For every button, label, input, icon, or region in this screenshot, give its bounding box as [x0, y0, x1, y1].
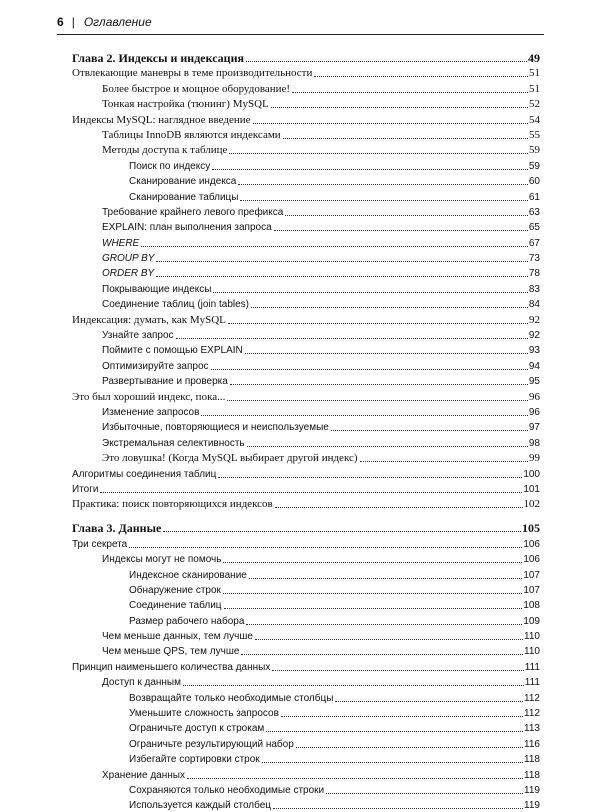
toc-entry-page: 107	[523, 584, 540, 596]
toc-entry	[72, 797, 540, 812]
toc-entry-title: Ограничьте доступ к строкам	[129, 723, 265, 735]
dot-leader	[183, 685, 524, 686]
toc-entry	[72, 157, 540, 172]
dot-leader	[246, 624, 522, 625]
toc-entry-page: 119	[524, 800, 540, 812]
toc-entry-page: 107	[523, 569, 540, 581]
toc-entry-page: 109	[523, 615, 540, 627]
toc-entry-page: 113	[524, 723, 540, 735]
toc-entry	[72, 80, 540, 95]
toc-entry	[72, 173, 540, 188]
dot-leader	[296, 747, 523, 748]
toc-entry-title: Более быстрое и мощное оборудование!	[102, 82, 291, 95]
toc-entry-page: 119	[524, 784, 540, 796]
toc-entry-page: 96	[529, 390, 540, 403]
dot-leader	[201, 415, 527, 416]
toc-entry	[72, 751, 540, 766]
dot-leader	[224, 608, 523, 609]
toc-entry-page: 98	[528, 437, 540, 449]
toc-entry-title: Возвращайте только необходимые столбцы	[129, 692, 334, 704]
toc-entry-page: 110	[524, 646, 540, 658]
toc-entry	[72, 496, 540, 511]
toc-entry	[72, 450, 540, 465]
toc-entry-page: 106	[523, 554, 540, 566]
toc-entry-title: Поиск по индексу	[129, 160, 211, 172]
toc-entry-page: 94	[528, 360, 540, 372]
dot-leader	[281, 716, 523, 717]
dot-leader	[129, 547, 522, 548]
dot-leader	[156, 276, 528, 277]
toc-entry	[72, 720, 540, 735]
dot-leader	[163, 531, 521, 532]
toc-entry-title: Покрывающие индексы	[102, 283, 212, 295]
toc-entry-title: Используется каждый столбец	[129, 800, 272, 812]
toc-entry	[72, 689, 540, 704]
dot-leader	[262, 762, 523, 763]
toc-entry-page: 101	[523, 483, 540, 495]
toc-entry-page: 112	[524, 692, 540, 704]
toc-entry	[72, 735, 540, 750]
toc-entry-title: Тонкая настройка (тюнинг) MySQL	[102, 98, 269, 111]
toc-entry-title: Индексация: думать, как MySQL	[72, 313, 226, 326]
dot-leader	[275, 507, 523, 508]
toc-entry	[72, 419, 540, 434]
toc-entry-title: Итоги	[72, 483, 99, 495]
toc-entry-page: 93	[528, 345, 540, 357]
toc-entry	[72, 127, 540, 142]
dot-leader	[241, 654, 523, 655]
toc-entry-page: 99	[529, 452, 540, 465]
toc-entry-title: Методы доступа к таблице	[102, 144, 228, 157]
dot-leader	[223, 562, 522, 563]
dot-leader	[274, 230, 528, 231]
toc-entry	[72, 597, 540, 612]
toc-entry-page: 59	[528, 160, 540, 172]
toc-entry	[72, 65, 540, 80]
toc-entry-page: 92	[529, 313, 540, 326]
toc-entry-page: 61	[528, 191, 540, 203]
toc-entry-title: Таблицы InnoDB являются индексами	[102, 128, 281, 141]
toc-entry-page: 67	[528, 237, 540, 249]
dot-leader	[218, 477, 522, 478]
toc-entry-page: 118	[524, 754, 540, 766]
toc-entry	[72, 142, 540, 157]
toc-entry-title: Три секрета	[72, 538, 128, 550]
dot-leader	[246, 61, 527, 62]
toc-entry	[72, 357, 540, 372]
toc-entry	[72, 465, 540, 480]
toc-entry	[72, 219, 540, 234]
toc-entry-title: ORDER BY	[102, 268, 155, 280]
toc-entry-title: Узнайте запрос	[102, 330, 174, 342]
dot-leader	[100, 492, 522, 493]
dot-leader	[229, 153, 528, 154]
toc-entry-title: Избыточные, повторяющиеся и неиспользуемые	[102, 422, 329, 434]
toc-entry-title: EXPLAIN: план выполнения запроса	[102, 222, 272, 234]
toc-entry	[72, 612, 540, 627]
toc-entry	[72, 342, 540, 357]
toc-entry-title: Чем меньше данных, тем лучше	[102, 631, 253, 643]
toc-entry-page: 73	[528, 253, 540, 265]
dot-leader	[187, 778, 523, 779]
toc-entry-page: 112	[524, 708, 540, 720]
dot-leader	[240, 200, 527, 201]
toc-entry-page: 59	[529, 144, 540, 157]
toc-entry-title: Доступ к данным	[102, 677, 181, 689]
dot-leader	[331, 430, 528, 431]
dot-leader	[230, 384, 528, 385]
toc-entry-page: 49	[528, 51, 540, 65]
toc-entry-page: 92	[528, 330, 540, 342]
toc-entry-title: Сканирование таблицы	[129, 191, 239, 203]
toc-entry-page: 111	[524, 677, 540, 689]
dot-leader	[266, 731, 523, 732]
toc-entry	[72, 782, 540, 797]
toc-entry-title: Развертывание и проверка	[102, 376, 228, 388]
header-rule	[57, 34, 544, 35]
dot-leader	[212, 169, 528, 170]
toc-entry-page: 60	[528, 176, 540, 188]
toc-entry	[72, 582, 540, 597]
toc-entry	[72, 705, 540, 720]
toc-entry	[72, 535, 540, 550]
dot-leader	[292, 92, 528, 93]
toc-entry-title: Глава 2. Индексы и индексация	[72, 51, 244, 65]
toc-entry-title: Ограничьте результирующий набор	[129, 738, 294, 750]
toc-entry-page: 111	[524, 661, 540, 673]
toc-entry-title: Требование крайнего левого префикса	[102, 206, 284, 218]
toc-entry	[72, 204, 540, 219]
toc-entry-page: 118	[524, 769, 540, 781]
toc-entry-page: 65	[528, 222, 540, 234]
dot-leader	[271, 107, 528, 108]
toc-entry-title: Уменьшите сложность запросов	[129, 708, 279, 720]
toc-entry-title: Хранение данных	[102, 769, 185, 781]
page-number: 6	[57, 15, 64, 29]
toc-entry	[72, 234, 540, 249]
dot-leader	[326, 793, 523, 794]
dot-leader	[223, 593, 522, 594]
toc-entry-page: 63	[528, 206, 540, 218]
header-separator: |	[71, 15, 75, 29]
table-of-contents	[72, 47, 540, 812]
toc-entry	[72, 766, 540, 781]
dot-leader	[251, 307, 528, 308]
toc-entry-title: Это был хороший индекс, пока...	[72, 390, 226, 403]
toc-entry-page: 116	[524, 738, 540, 750]
toc-entry-page: 51	[529, 82, 540, 95]
toc-entry-title: Размер рабочего набора	[129, 615, 245, 627]
toc-entry-title: Практика: поиск повторяющихся индексов	[72, 498, 273, 511]
toc-entry-page: 97	[528, 422, 540, 434]
toc-entry-page: 54	[529, 113, 540, 126]
toc-entry-page: 52	[529, 98, 540, 111]
toc-entry	[72, 96, 540, 111]
toc-entry	[72, 280, 540, 295]
toc-entry-page: 100	[523, 468, 540, 480]
toc-entry-title: Поймите с помощью EXPLAIN	[102, 345, 243, 357]
toc-entry-title: WHERE	[102, 237, 140, 249]
toc-entry-title: Это ловушка! (Когда MySQL выбирает другой индекс)	[102, 452, 358, 465]
toc-entry	[72, 188, 540, 203]
toc-entry-page: 83	[528, 283, 540, 295]
toc-entry-page: 110	[524, 631, 540, 643]
toc-entry-title: Экстремальная селективность	[102, 437, 245, 449]
dot-leader	[227, 400, 528, 401]
running-header	[57, 14, 547, 30]
toc-entry-title: Индексы MySQL: наглядное введение	[72, 113, 251, 126]
dot-leader	[285, 215, 528, 216]
dot-leader	[141, 246, 528, 247]
toc-entry-title: Оптимизируйте запрос	[102, 360, 209, 372]
toc-entry-title: Соединение таблиц	[129, 600, 222, 612]
toc-entry-title: Сканирование индекса	[129, 176, 237, 188]
dot-leader	[255, 639, 523, 640]
toc-entry-title: Обнаружение строк	[129, 584, 221, 596]
toc-entry-page: 51	[529, 67, 540, 80]
dot-leader	[211, 369, 528, 370]
toc-entry-title: Отвлекающие маневры в теме производительности	[72, 67, 313, 80]
toc-entry	[72, 373, 540, 388]
toc-entry-title: Избегайте сортировки строк	[129, 754, 260, 766]
toc-entry	[72, 311, 540, 326]
toc-entry	[72, 111, 540, 126]
toc-entry-title: Индексное сканирование	[129, 569, 247, 581]
header-title: Оглавление	[83, 15, 152, 29]
toc-entry-title: Алгоритмы соединения таблиц	[72, 468, 217, 480]
toc-entry	[72, 628, 540, 643]
toc-entry	[72, 674, 540, 689]
toc-entry-title: Индексы могут не помочь	[102, 554, 222, 566]
toc-entry	[72, 327, 540, 342]
toc-entry	[72, 250, 540, 265]
toc-entry	[72, 643, 540, 658]
toc-entry-title: Сохраняются только необходимые строки	[129, 784, 325, 796]
toc-entry-page: 96	[528, 406, 540, 418]
dot-leader	[273, 808, 523, 809]
toc-entry-title: Глава 3. Данные	[72, 521, 162, 536]
toc-entry	[72, 388, 540, 403]
dot-leader	[249, 578, 522, 579]
dot-leader	[176, 338, 528, 339]
dot-leader	[272, 670, 523, 671]
dot-leader	[245, 353, 528, 354]
toc-entry-title: Соединение таблиц (join tables)	[102, 299, 250, 311]
toc-entry-page: 95	[528, 376, 540, 388]
toc-entry	[72, 566, 540, 581]
dot-leader	[360, 461, 528, 462]
toc-entry	[72, 434, 540, 449]
toc-entry-title: Чем меньше QPS, тем лучше	[102, 646, 240, 658]
dot-leader	[238, 184, 528, 185]
toc-entry-page: 108	[523, 600, 540, 612]
toc-entry-title: Принцип наименьшего количества данных	[72, 661, 271, 673]
toc-entry	[72, 481, 540, 496]
toc-entry	[72, 265, 540, 280]
toc-entry-page: 106	[523, 538, 540, 550]
toc-entry	[72, 296, 540, 311]
toc-entry-title: GROUP BY	[102, 253, 155, 265]
dot-leader	[314, 76, 528, 77]
dot-leader	[247, 446, 528, 447]
toc-entry-page: 84	[528, 299, 540, 311]
dot-leader	[213, 292, 527, 293]
toc-entry-page: 55	[529, 128, 540, 141]
toc-entry-page: 78	[528, 268, 540, 280]
toc-entry-title: Изменение запросов	[102, 406, 200, 418]
dot-leader	[253, 123, 529, 124]
dot-leader	[283, 138, 528, 139]
dot-leader	[335, 701, 523, 702]
dot-leader	[156, 261, 527, 262]
toc-entry	[72, 404, 540, 419]
toc-entry	[72, 551, 540, 566]
toc-entry	[72, 658, 540, 673]
toc-entry-page: 102	[523, 498, 540, 511]
toc-chapter	[72, 517, 540, 535]
toc-chapter	[72, 47, 540, 65]
dot-leader	[228, 323, 528, 324]
toc-entry-page: 105	[522, 521, 540, 536]
